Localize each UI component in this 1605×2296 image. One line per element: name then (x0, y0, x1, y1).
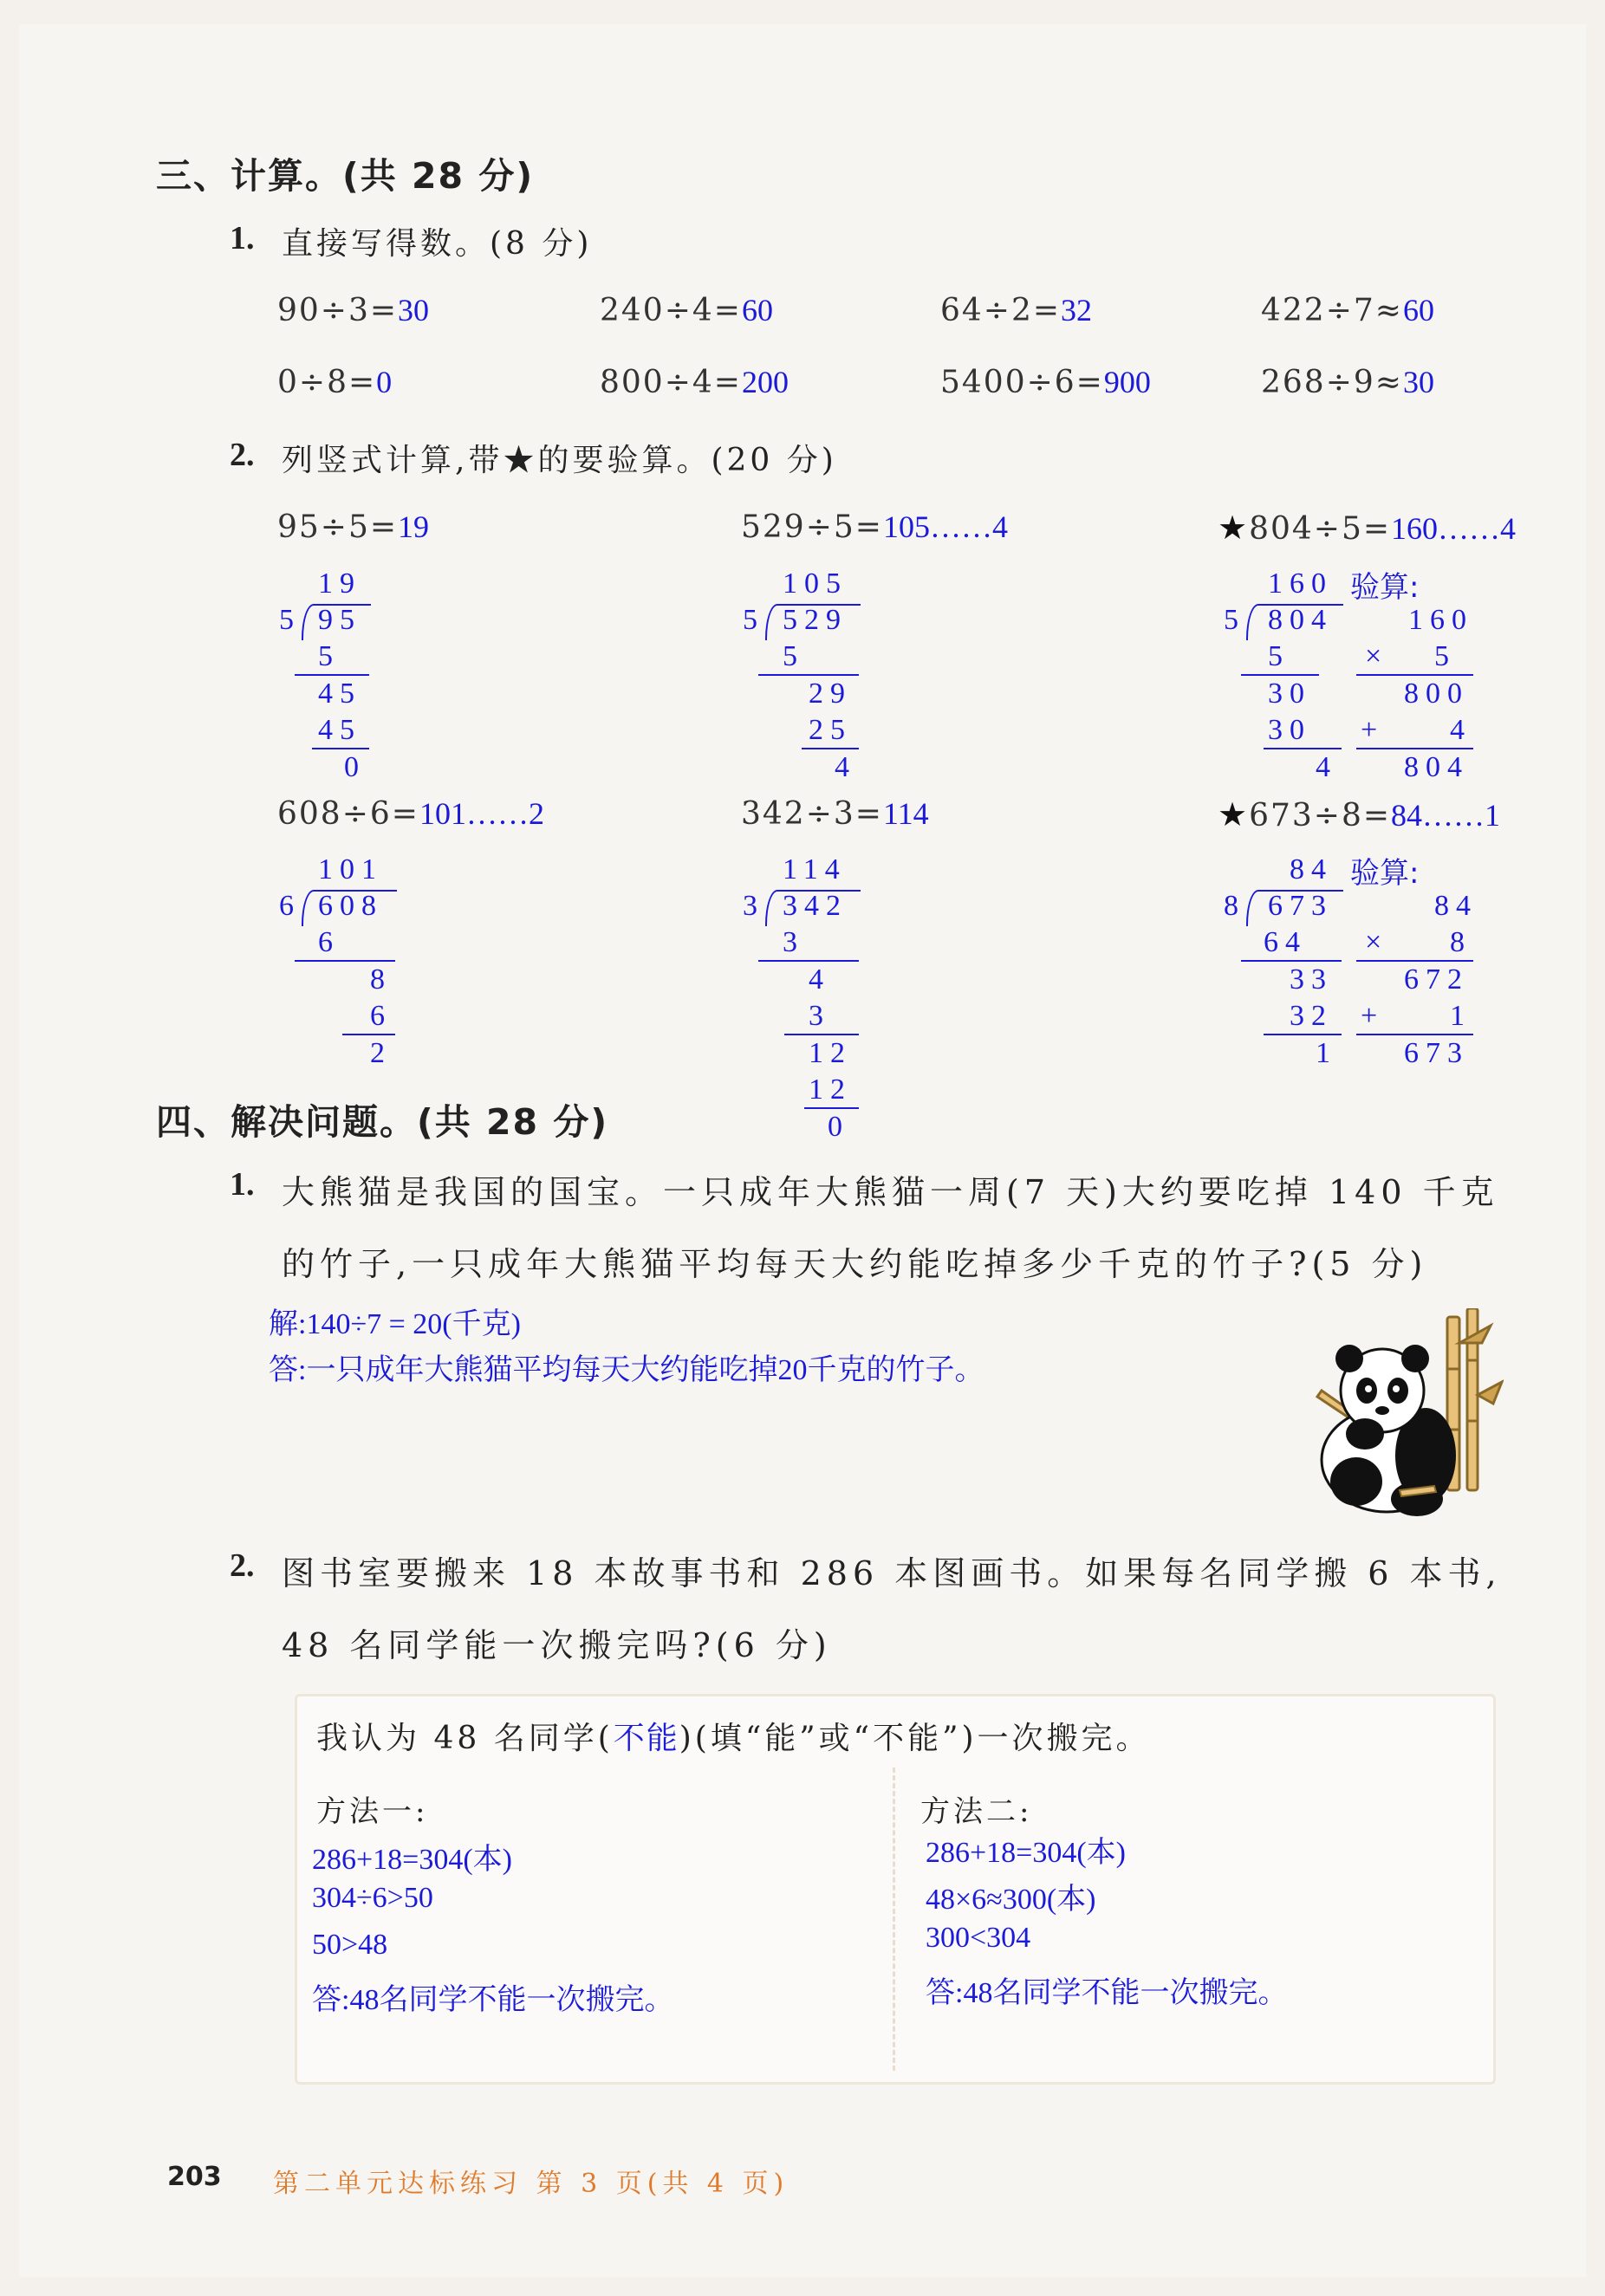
division-problem: 608÷6=101……2 (277, 796, 544, 832)
section3-title: 三、计算。(共 28 分) (156, 155, 535, 197)
q1-item: 0÷8=0 (277, 365, 393, 400)
method1-label: 方法一: (316, 1794, 429, 1829)
quotient: 84 (1290, 853, 1333, 885)
step: 3 (809, 1000, 830, 1032)
step: 12 (809, 1073, 852, 1106)
section4-title: 四、解决问题。(共 28 分) (156, 1101, 609, 1143)
division-problem: ★673÷8=84……1 (1218, 795, 1501, 833)
s4-q1-answer: 答:一只成年大熊猫平均每天大约能吃掉20千克的竹子。 (269, 1354, 984, 1386)
divisor: 5 (743, 604, 764, 636)
method-divider (893, 1767, 895, 2071)
check-value: 5 (1434, 640, 1456, 672)
step: 5 (1268, 640, 1290, 672)
step: 6 (318, 926, 340, 958)
step: 29 (809, 678, 852, 710)
method1-line: 286+18=304(本) (312, 1844, 512, 1876)
method2-line: 48×6≈300(本) (926, 1884, 1096, 1916)
step: 32 (1290, 1000, 1333, 1032)
quotient: 160 (1268, 568, 1333, 600)
method2-line: 300<304 (926, 1922, 1031, 1954)
check-value: 672 (1404, 963, 1469, 996)
check-operator: + (1361, 714, 1385, 746)
panda-bamboo-illustration (1304, 1308, 1504, 1525)
dividend: 342 (783, 890, 848, 922)
step: 4 (1316, 751, 1337, 783)
divisor: 8 (1224, 890, 1245, 922)
s4-q1-text-line2: 的竹子,一只成年大熊猫平均每天大约能吃掉多少千克的竹子?(5 分) (282, 1245, 1428, 1283)
box-statement: 我认为 48 名同学(不能)(填“能”或“不能”)一次搬完。 (316, 1721, 1151, 1756)
dividend: 608 (318, 890, 383, 922)
q1-instruction: 直接写得数。(8 分) (282, 226, 593, 262)
s4-q1-solution: 解:140÷7 = 20(千克) (269, 1308, 521, 1340)
footer-label: 第二单元达标练习 第 3 页(共 4 页) (273, 2169, 790, 2199)
q1-item: 268÷9≈30 (1261, 365, 1434, 400)
dividend: 529 (783, 604, 848, 636)
check-value: 4 (1450, 714, 1472, 746)
division-problem: 529÷5=105……4 (741, 509, 1008, 545)
q1-item: 240÷4=60 (600, 293, 773, 328)
check-label: 验算: (1350, 570, 1420, 605)
method1-line: 答:48名同学不能一次搬完。 (312, 1984, 674, 2016)
step: 5 (318, 640, 340, 672)
step: 64 (1264, 926, 1307, 958)
division-problem: ★804÷5=160……4 (1218, 509, 1517, 547)
check-value: 8 (1450, 926, 1472, 958)
step: 3 (783, 926, 804, 958)
q1-item: 90÷3=30 (277, 293, 430, 328)
step: 6 (370, 1000, 392, 1032)
dividend: 673 (1268, 890, 1333, 922)
quotient: 101 (318, 853, 383, 885)
s4-q1-text-line1: 大熊猫是我国的国宝。一只成年大熊猫一周(7 天)大约要吃掉 140 千克 (282, 1173, 1499, 1211)
step: 45 (318, 678, 361, 710)
step: 2 (370, 1037, 392, 1069)
step: 12 (809, 1037, 852, 1069)
s4-q2-text-line1: 图书室要搬来 18 本故事书和 286 本图画书。如果每名同学搬 6 本书, (282, 1554, 1502, 1592)
check-operator: × (1365, 926, 1389, 958)
step: 0 (828, 1111, 849, 1143)
q1-number: 1. (230, 220, 255, 256)
dividend: 95 (318, 604, 361, 636)
divisor: 5 (279, 604, 301, 636)
step: 5 (783, 640, 804, 672)
step: 33 (1290, 963, 1333, 996)
q2-instruction: 列竖式计算,带★的要验算。(20 分) (282, 443, 837, 478)
star-icon: ★ (1218, 509, 1250, 547)
quotient: 19 (318, 568, 361, 600)
page-number: 203 (167, 2162, 222, 2192)
quotient: 114 (783, 853, 847, 885)
check-operator: + (1361, 1000, 1385, 1032)
fill-answer: 不能 (613, 1721, 679, 1755)
divisor: 3 (743, 890, 764, 922)
q2-number: 2. (230, 437, 255, 473)
method2-line: 答:48名同学不能一次搬完。 (926, 1977, 1288, 2009)
divisor: 5 (1224, 604, 1245, 636)
check-operator: × (1365, 640, 1389, 672)
check-value: 1 (1450, 1000, 1472, 1032)
check-value: 84 (1434, 890, 1478, 922)
q1-item: 800÷4=200 (600, 365, 789, 400)
step: 1 (1316, 1037, 1337, 1069)
step: 25 (809, 714, 852, 746)
step: 8 (370, 963, 392, 996)
s4-q2-text-line2: 48 名同学能一次搬完吗?(6 分) (282, 1626, 832, 1664)
method1-line: 304÷6>50 (312, 1882, 433, 1914)
step: 45 (318, 714, 361, 746)
division-problem: 95÷5=19 (277, 509, 430, 545)
q1-item: 422÷7≈60 (1261, 293, 1434, 328)
s4-q2-number: 2. (230, 1547, 255, 1584)
q1-item: 5400÷6=900 (940, 365, 1151, 400)
step: 4 (809, 963, 830, 996)
check-value: 160 (1408, 604, 1473, 636)
s4-q1-number: 1. (230, 1166, 255, 1203)
check-label: 验算: (1350, 856, 1420, 891)
q1-item: 64÷2=32 (940, 293, 1093, 328)
step: 30 (1268, 714, 1311, 746)
quotient: 105 (783, 568, 848, 600)
division-problem: 342÷3=114 (741, 796, 929, 832)
check-value: 800 (1404, 678, 1469, 710)
method2-line: 286+18=304(本) (926, 1837, 1126, 1869)
step: 0 (344, 751, 366, 783)
step: 4 (835, 751, 856, 783)
check-value: 673 (1404, 1037, 1469, 1069)
divisor: 6 (279, 890, 301, 922)
star-icon: ★ (1218, 795, 1250, 833)
dividend: 804 (1268, 604, 1333, 636)
step: 30 (1268, 678, 1311, 710)
method1-line: 50>48 (312, 1929, 388, 1961)
method2-label: 方法二: (920, 1794, 1033, 1829)
check-value: 804 (1404, 751, 1469, 783)
